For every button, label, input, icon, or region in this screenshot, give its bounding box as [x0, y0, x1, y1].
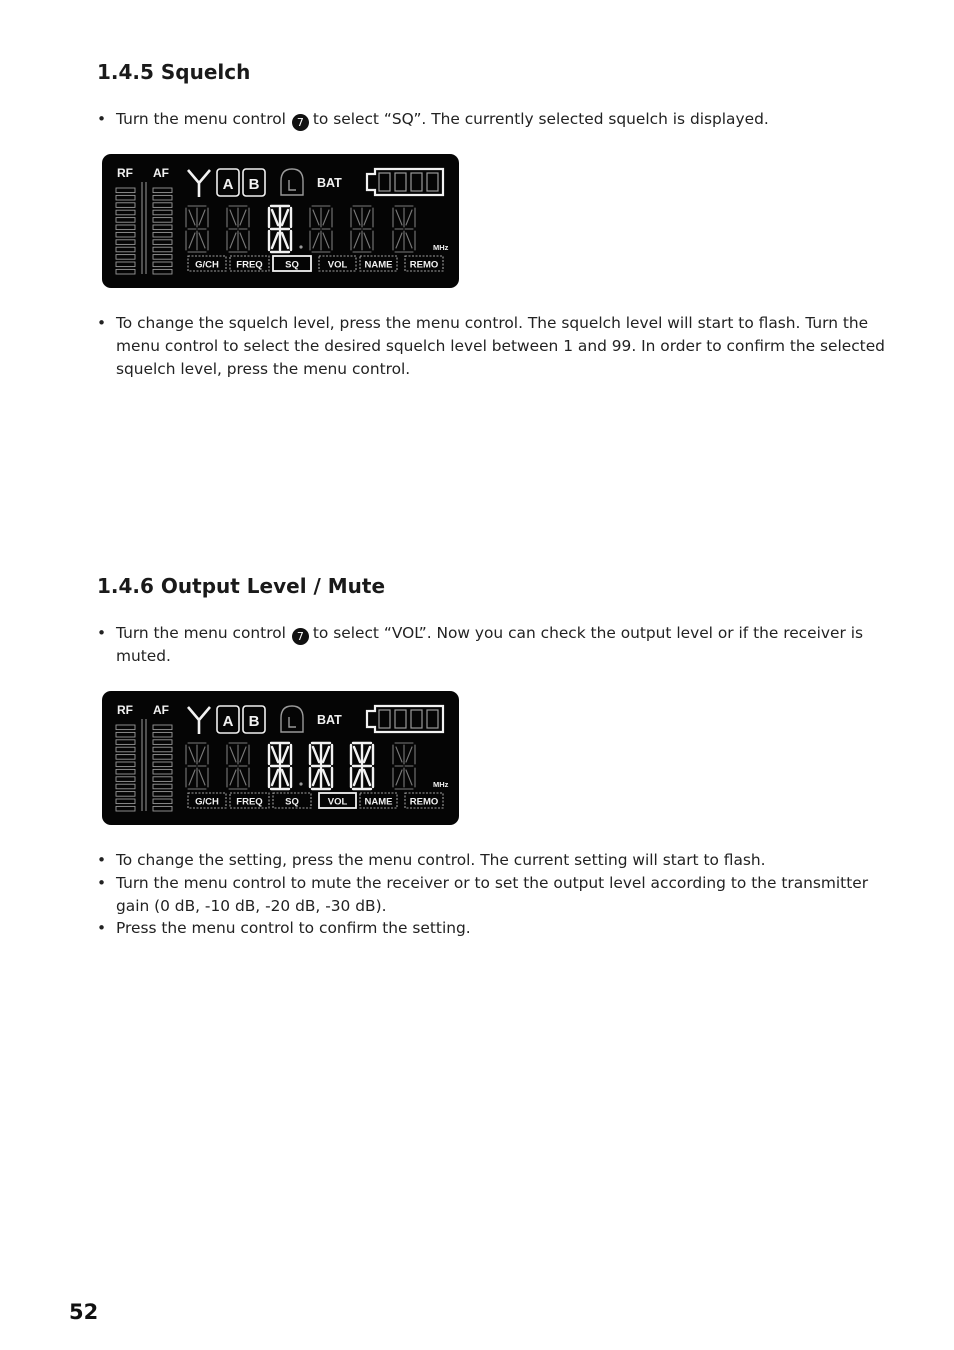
rf-label: RF: [117, 703, 133, 717]
menu-control-ref-icon: 7: [292, 628, 309, 645]
rf-level-bar: [116, 806, 135, 811]
af-level-bar: [153, 232, 172, 237]
menu-item-label: G/CH: [195, 259, 219, 271]
battery-cell: [411, 173, 422, 191]
af-level-bar: [153, 262, 172, 267]
lcd-digit-segment: [189, 233, 195, 248]
lcd-digit-segment: [313, 210, 319, 225]
lock-icon-mark: [289, 180, 296, 190]
squelch-level-bullets: [97, 312, 892, 380]
lcd-digit-segment: [396, 233, 402, 248]
af-level-bar: [153, 747, 172, 752]
lcd-digit-segment: [272, 233, 278, 248]
af-level-bar: [153, 769, 172, 774]
output-setting-bullets: [97, 849, 892, 940]
channel-a-label: A: [222, 176, 234, 193]
menu-item-label: VOL: [327, 259, 348, 271]
rf-level-bar: [116, 725, 135, 730]
lcd-digit-segment: [189, 210, 195, 225]
af-level-bar: [153, 725, 172, 730]
lcd-digit-segment: [199, 747, 205, 762]
af-level-bar: [153, 732, 172, 737]
af-level-bar: [153, 247, 172, 252]
list-item: • To change the setting, press the menu control. The current setting will start to flash.: [97, 849, 892, 872]
rf-level-bar: [116, 255, 135, 260]
lcd-digit-segment: [282, 233, 288, 248]
lcd-digit-segment: [364, 233, 370, 248]
menu-item-label: REMO: [409, 796, 439, 808]
rf-level-bar: [116, 792, 135, 797]
lcd-digit-segment: [354, 210, 360, 225]
lock-icon: [281, 706, 303, 732]
af-level-bar: [153, 784, 172, 789]
lcd-digit-segment: [406, 233, 412, 248]
menu-item-label: FREQ: [236, 259, 263, 271]
lcd-digit-segment: [282, 747, 288, 762]
lcd-digit-segment: [396, 747, 402, 762]
lcd-digit-segment: [396, 770, 402, 785]
rf-level-bar: [116, 269, 135, 274]
lcd-digit-segment: [199, 770, 205, 785]
battery-label: BAT: [317, 176, 342, 190]
menu-item-label: VOL: [327, 796, 348, 808]
lock-icon-mark: [289, 717, 296, 727]
lcd-digit-segment: [354, 770, 360, 785]
menu-item-label: G/CH: [195, 796, 219, 808]
af-level-bar: [153, 210, 172, 215]
lcd-digit-segment: [354, 747, 360, 762]
lcd-digit-segment: [323, 210, 329, 225]
lcd-digit-segment: [364, 747, 370, 762]
lcd-digit-segment: [364, 210, 370, 225]
channel-b-label: B: [248, 176, 260, 193]
lcd-digit-segment: [240, 747, 246, 762]
lcd-digit-segment: [323, 770, 329, 785]
channel-b-label: B: [248, 713, 260, 730]
decimal-point: [299, 245, 302, 248]
rf-level-bar: [116, 218, 135, 223]
af-level-bar: [153, 203, 172, 208]
af-level-bar: [153, 762, 172, 767]
rf-level-bar: [116, 732, 135, 737]
lcd-digit-segment: [406, 747, 412, 762]
battery-cell: [395, 710, 406, 728]
lcd-digit-segment: [189, 747, 195, 762]
decimal-point: [299, 782, 302, 785]
lcd-digit-segment: [313, 233, 319, 248]
antenna-icon: [188, 707, 210, 734]
lcd-digit-segment: [406, 210, 412, 225]
lcd-digit-segment: [199, 233, 205, 248]
rf-label: RF: [117, 166, 133, 180]
af-level-bar: [153, 218, 172, 223]
af-level-bar: [153, 255, 172, 260]
af-level-bar: [153, 740, 172, 745]
rf-level-bar: [116, 247, 135, 252]
lcd-digit-segment: [199, 210, 205, 225]
unit-label: MHz: [433, 243, 449, 252]
lcd-digit-segment: [240, 770, 246, 785]
lcd-digit-segment: [406, 770, 412, 785]
channel-a-label: A: [222, 713, 234, 730]
lcd-digit-segment: [272, 210, 278, 225]
rf-level-bar: [116, 240, 135, 245]
rf-level-bar: [116, 784, 135, 789]
list-item: • To change the squelch level, press the menu control. The squelch level will start to flash. Turn the menu control to select the desired squelch level between 1 and 99. In order to confirm the selected squelch level, press the menu control.: [97, 312, 892, 380]
rf-level-bar: [116, 232, 135, 237]
af-level-bar: [153, 188, 172, 193]
lcd-graphic: [102, 691, 459, 825]
af-label: AF: [153, 166, 169, 180]
lcd-digit-segment: [282, 770, 288, 785]
menu-item-label: SQ: [285, 796, 299, 808]
battery-cell: [411, 710, 422, 728]
output-bullets: [97, 622, 892, 668]
antenna-icon: [188, 170, 210, 197]
lcd-digit-segment: [230, 747, 236, 762]
af-level-bar: [153, 225, 172, 230]
lcd-digit-segment: [240, 210, 246, 225]
menu-control-ref-icon: 7: [292, 114, 309, 131]
lcd-digit-segment: [323, 747, 329, 762]
unit-label: MHz: [433, 780, 449, 789]
lcd-digit-segment: [354, 233, 360, 248]
rf-level-bar: [116, 777, 135, 782]
battery-cell: [427, 710, 438, 728]
battery-cell: [427, 173, 438, 191]
rf-level-bar: [116, 262, 135, 267]
af-level-bar: [153, 269, 172, 274]
af-level-bar: [153, 792, 172, 797]
af-level-bar: [153, 806, 172, 811]
lcd-digit-segment: [313, 770, 319, 785]
battery-label: BAT: [317, 713, 342, 727]
af-label: AF: [153, 703, 169, 717]
lock-icon: [281, 169, 303, 195]
list-item: • Press the menu control to confirm the setting.: [97, 917, 892, 940]
af-level-bar: [153, 799, 172, 804]
rf-level-bar: [116, 762, 135, 767]
rf-level-bar: [116, 210, 135, 215]
rf-level-bar: [116, 799, 135, 804]
lcd-digit-segment: [189, 770, 195, 785]
lcd-digit-segment: [240, 233, 246, 248]
lcd-digit-segment: [272, 770, 278, 785]
rf-level-bar: [116, 225, 135, 230]
battery-cell: [379, 710, 390, 728]
lcd-digit-segment: [364, 770, 370, 785]
list-item: • Turn the menu control 7 to select “SQ”. The currently selected squelch is displayed.: [97, 108, 892, 131]
rf-level-bar: [116, 195, 135, 200]
lcd-display-vol: [102, 691, 459, 825]
rf-level-bar: [116, 203, 135, 208]
lcd-digit-segment: [230, 233, 236, 248]
rf-level-bar: [116, 740, 135, 745]
af-level-bar: [153, 755, 172, 760]
rf-level-bar: [116, 769, 135, 774]
lcd-digit-segment: [282, 210, 288, 225]
lcd-digit-segment: [313, 747, 319, 762]
lcd-display-sq: [102, 154, 459, 288]
lcd-graphic: [102, 154, 459, 288]
lcd-digit-segment: [323, 233, 329, 248]
rf-level-bar: [116, 747, 135, 752]
lcd-digit-segment: [272, 747, 278, 762]
page-number: 52: [69, 1300, 99, 1324]
section-heading-output-level: 1.4.6 Output Level / Mute: [97, 574, 386, 598]
menu-item-label: FREQ: [236, 796, 263, 808]
menu-item-label: NAME: [364, 259, 393, 271]
af-level-bar: [153, 240, 172, 245]
lcd-digit-segment: [230, 210, 236, 225]
af-level-bar: [153, 777, 172, 782]
lcd-digit-segment: [230, 770, 236, 785]
squelch-bullets: [97, 108, 892, 131]
battery-cell: [379, 173, 390, 191]
rf-level-bar: [116, 188, 135, 193]
battery-cell: [395, 173, 406, 191]
menu-item-label: REMO: [409, 259, 439, 271]
menu-item-label: SQ: [285, 259, 299, 271]
list-item: • Turn the menu control to mute the receiver or to set the output level according to the transmitter gain (0 dB, -10 dB, -20 dB, -30 dB).: [97, 872, 892, 918]
rf-level-bar: [116, 755, 135, 760]
menu-item-label: NAME: [364, 796, 393, 808]
list-item: • Turn the menu control 7 to select “VOL”. Now you can check the output level or if the receiver is muted.: [97, 622, 892, 668]
af-level-bar: [153, 195, 172, 200]
section-heading-squelch: 1.4.5 Squelch: [97, 60, 251, 84]
lcd-digit-segment: [396, 210, 402, 225]
